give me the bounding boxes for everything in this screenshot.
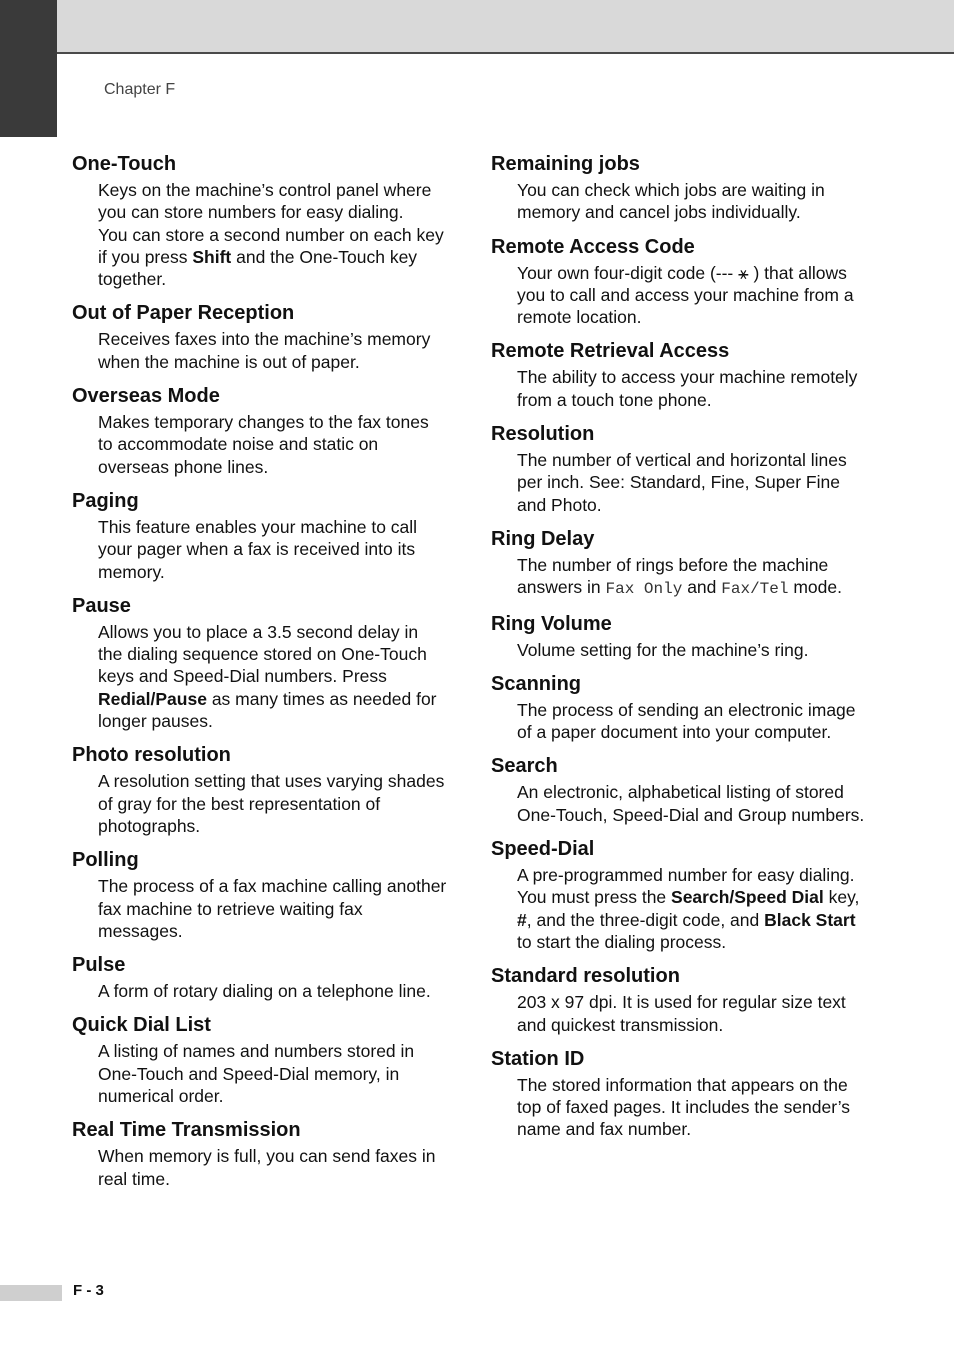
glossary-definition xyxy=(517,449,866,516)
definition-bold-text: Shift xyxy=(192,246,232,267)
header-band xyxy=(57,0,954,54)
glossary-term: Paging xyxy=(72,489,139,512)
glossary-entry xyxy=(491,421,866,516)
definition-text: and the One-Touch key together. xyxy=(98,246,418,290)
glossary-term: Remaining jobs xyxy=(491,153,640,175)
glossary-term: Overseas Mode xyxy=(72,385,220,408)
definition-text: The process of sending an electronic image of a paper document into your computer. xyxy=(517,699,856,743)
glossary-definition xyxy=(98,770,447,837)
glossary-definition xyxy=(517,639,866,661)
glossary-term: One-Touch xyxy=(72,153,177,175)
glossary-entry xyxy=(491,836,866,953)
glossary-definition xyxy=(517,864,866,953)
glossary-entry xyxy=(491,526,866,601)
glossary-term: Speed-Dial xyxy=(491,838,595,861)
definition-text: This feature enables your machine to call your pager when a fax is received into its memory. xyxy=(98,516,418,582)
definition-text: The process of a fax machine calling another fax machine to retrieve waiting fax messages. xyxy=(98,876,447,941)
glossary-definition xyxy=(517,991,866,1036)
glossary-definition xyxy=(517,699,866,744)
glossary-entry xyxy=(491,1046,866,1141)
glossary-entry xyxy=(491,234,866,329)
definition-text: When memory is full, you can send faxes in real time. xyxy=(98,1146,436,1189)
glossary-definition xyxy=(517,262,866,329)
page-number: F - 3 xyxy=(73,1282,104,1299)
glossary-entry xyxy=(491,671,866,744)
glossary-definition xyxy=(517,366,866,411)
glossary-term: Station ID xyxy=(491,1047,585,1070)
glossary-definition xyxy=(98,411,447,478)
glossary-definition xyxy=(98,1040,447,1107)
definition-text: to start the dialing process. xyxy=(517,931,727,952)
glossary-definition xyxy=(517,554,866,601)
glossary-term: Scanning xyxy=(491,672,582,695)
glossary-entry xyxy=(72,300,447,373)
definition-text: key, xyxy=(823,887,860,908)
glossary-term: Remote Retrieval Access xyxy=(491,340,730,363)
glossary-entry xyxy=(72,847,447,942)
glossary-definition xyxy=(517,179,866,224)
glossary-entry xyxy=(72,383,447,478)
definition-text: The number of vertical and horizontal lines per inch. See: Standard, Fine, Super Fine and Photo. xyxy=(517,450,847,515)
definition-bold-text: Redial/Pause xyxy=(98,688,207,709)
glossary-term: Standard resolution xyxy=(491,965,680,988)
glossary-entry xyxy=(72,488,447,583)
definition-text: The ability to access your machine remotely from a touch tone phone. xyxy=(517,367,858,410)
glossary-definition xyxy=(98,1145,447,1190)
glossary-term: Polling xyxy=(72,849,139,872)
definition-text: The number of rings before the machine answers in xyxy=(517,554,829,598)
glossary-definition xyxy=(98,621,447,732)
glossary-entry xyxy=(72,1117,447,1190)
glossary-entry xyxy=(72,151,447,290)
glossary-right-column xyxy=(491,151,866,1151)
definition-bold-text: Black Start xyxy=(764,909,856,930)
glossary-entry xyxy=(491,151,866,224)
definition-bold-text: # xyxy=(517,909,527,930)
glossary-entry xyxy=(72,742,447,837)
glossary-entry xyxy=(72,952,447,1002)
glossary-definition xyxy=(98,516,447,583)
glossary-entry xyxy=(72,1012,447,1107)
chapter-side-tab xyxy=(0,0,57,137)
definition-text: You can store a second number on each key if you press xyxy=(98,224,444,267)
definition-mono-text: Fax/Tel xyxy=(721,580,789,599)
glossary-definition xyxy=(98,179,447,224)
definition-text: Receives faxes into the machine’s memory when the machine is out of paper. xyxy=(98,329,431,372)
glossary-term: Quick Dial List xyxy=(72,1014,211,1037)
definition-text: A resolution setting that uses varying shades of gray for the best representation of photographs. xyxy=(98,771,445,836)
definition-text: and xyxy=(682,577,722,598)
glossary-term: Out of Paper Reception xyxy=(72,302,295,325)
glossary-term: Pause xyxy=(72,594,131,617)
chapter-label: Chapter F xyxy=(104,81,176,98)
glossary-left-column xyxy=(72,151,447,1200)
definition-text: Volume setting for the machine’s ring. xyxy=(517,639,809,660)
glossary-term: Remote Access Code xyxy=(491,235,695,258)
definition-text: Keys on the machine’s control panel where you can store numbers for easy dialing. xyxy=(98,180,432,223)
definition-mono-text: Fax Only xyxy=(605,580,683,599)
definition-text: A form of rotary dialing on a telephone line. xyxy=(98,981,431,1002)
definition-text: A listing of names and numbers stored in One-Touch and Speed-Dial memory, in numerical order. xyxy=(98,1041,415,1107)
glossary-definition xyxy=(98,328,447,373)
glossary-entry xyxy=(491,963,866,1036)
definition-text: You can check which jobs are waiting in memory and cancel jobs individually. xyxy=(517,180,825,223)
glossary-definition xyxy=(517,781,866,826)
glossary-term: Pulse xyxy=(72,954,126,977)
glossary-definition xyxy=(98,224,447,291)
definition-text: Makes temporary changes to the fax tones to accommodate noise and static on overseas phone lines. xyxy=(98,412,429,477)
definition-bold-text: Search/Speed Dial xyxy=(671,887,824,908)
glossary-term: Photo resolution xyxy=(72,744,231,767)
glossary-definition xyxy=(98,980,447,1002)
definition-text: 203 x 97 dpi. It is used for regular size text and quickest transmission. xyxy=(517,992,846,1035)
glossary-entry xyxy=(491,753,866,826)
definition-text: The stored information that appears on the top of faxed pages. It includes the sender’s name and fax number. xyxy=(517,1074,851,1140)
definition-text: Allows you to place a 3.5 second delay in the dialing sequence stored on One-Touch keys and Speed-Dial numbers. Press xyxy=(98,621,427,687)
glossary-definition xyxy=(98,875,447,942)
glossary-term: Resolution xyxy=(491,423,595,446)
definition-text: mode. xyxy=(788,577,842,598)
glossary-entry xyxy=(491,611,866,661)
glossary-entry xyxy=(72,593,447,732)
glossary-term: Ring Volume xyxy=(491,612,612,635)
glossary-definition xyxy=(517,1074,866,1141)
definition-text: , and the three-digit code, and xyxy=(526,909,765,930)
glossary-entry xyxy=(491,338,866,411)
definition-text: as many times as needed for longer pauses. xyxy=(98,688,437,732)
glossary-term: Search xyxy=(491,755,558,778)
footer-bar xyxy=(0,1285,62,1301)
definition-text: Your own four-digit code (--- ⚹ ) that allows you to call and access your machine from a remote location. xyxy=(517,262,854,328)
definition-text: A pre-programmed number for easy dialing. You must press the xyxy=(517,865,855,908)
definition-text: An electronic, alphabetical listing of stored One-Touch, Speed-Dial and Group numbers. xyxy=(517,782,865,825)
glossary-term: Real Time Transmission xyxy=(72,1119,301,1142)
glossary-term: Ring Delay xyxy=(491,527,595,550)
